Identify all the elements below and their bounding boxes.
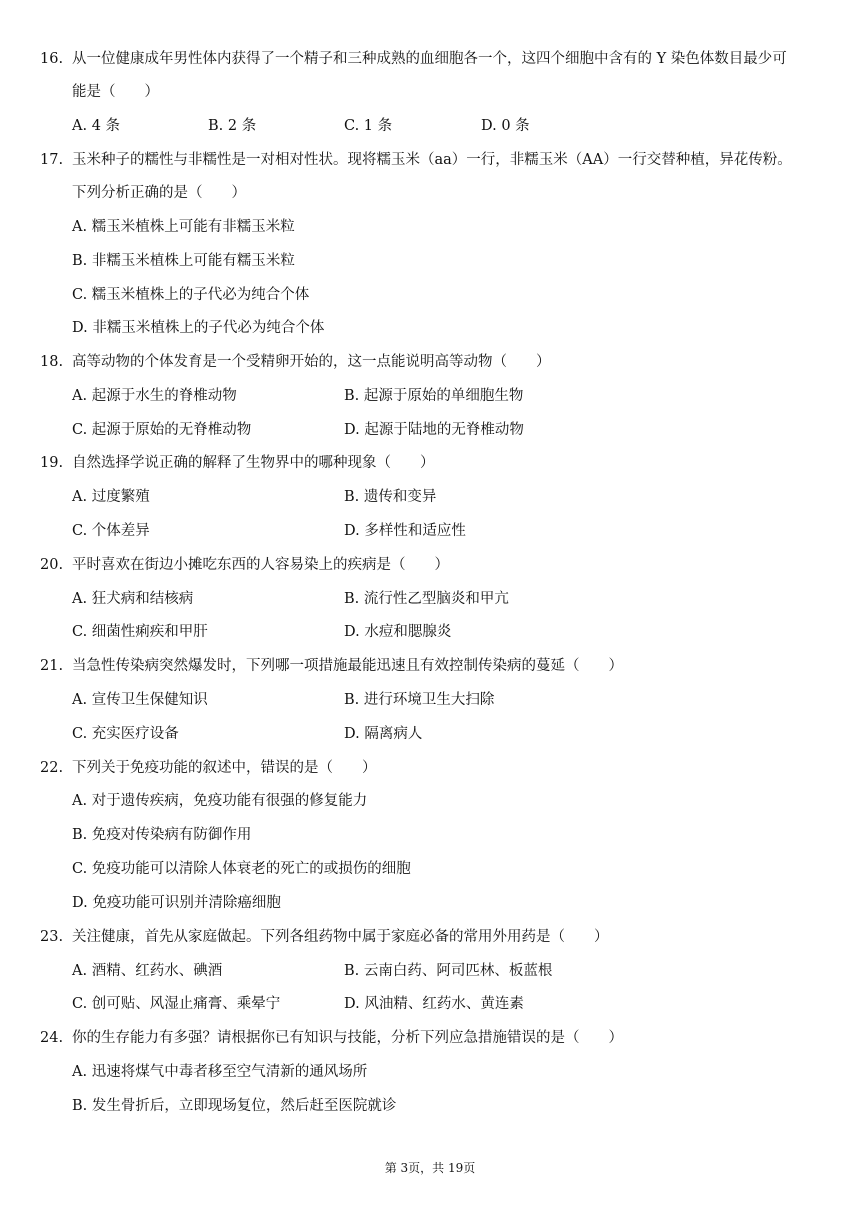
- option-d: D. 起源于陆地的无脊椎动物: [344, 422, 524, 438]
- question-text: 高等动物的个体发育是一个受精卵开始的，这一点能说明高等动物（ ）: [72, 354, 551, 370]
- question-text: 从一位健康成年男性体内获得了一个精子和三种成熟的血细胞各一个，这四个细胞中含有的 Y 染色体数目最少可: [72, 51, 787, 67]
- option-d: D. 水痘和腮腺炎: [344, 624, 452, 640]
- page-footer: 第 3页，共 19页: [384, 1161, 476, 1175]
- option-b: B. 云南白药、阿司匹林、板蓝根: [344, 963, 553, 979]
- option-d: D. 多样性和适应性: [344, 523, 466, 539]
- option-b: B. 非糯玉米植株上可能有糯玉米粒: [72, 253, 295, 269]
- option-b: B. 发生骨折后，立即现场复位，然后赶至医院就诊: [72, 1098, 397, 1114]
- question-number: 24.: [40, 1030, 64, 1046]
- question-number: 16.: [40, 51, 64, 67]
- option-a: A. 对于遗传疾病，免疫功能有很强的修复能力: [72, 793, 368, 809]
- question-text: 平时喜欢在街边小摊吃东西的人容易染上的疾病是（ ）: [72, 557, 449, 573]
- option-d: D. 非糯玉米植株上的子代必为纯合个体: [72, 320, 325, 336]
- option-d: D. 免疫功能可识别并清除癌细胞: [72, 895, 281, 911]
- question-text: 下列分析正确的是（ ）: [72, 185, 246, 201]
- option-c: C. 充实医疗设备: [72, 726, 179, 742]
- question-number: 21.: [40, 658, 64, 674]
- option-c: C. 免疫功能可以清除人体衰老的死亡的或损伤的细胞: [72, 861, 411, 877]
- option-a: A. 宣传卫生保健知识: [72, 692, 208, 708]
- option-c: C. 细菌性痢疾和甲肝: [72, 624, 208, 640]
- option-b: B. 遗传和变异: [344, 489, 437, 505]
- option-c: C. 起源于原始的无脊椎动物: [72, 422, 252, 438]
- option-b: B. 流行性乙型脑炎和甲亢: [344, 591, 509, 607]
- option-a: A. 起源于水生的脊椎动物: [72, 388, 237, 404]
- question-text: 能是（ ）: [72, 84, 159, 100]
- option-b: B. 进行环境卫生大扫除: [344, 692, 495, 708]
- option-c: C. 创可贴、风湿止痛膏、乘晕宁: [72, 996, 281, 1012]
- option-a: A. 过度繁殖: [72, 489, 150, 505]
- option-b: B. 起源于原始的单细胞生物: [344, 388, 524, 404]
- option-b: B. 免疫对传染病有防御作用: [72, 827, 252, 843]
- question-number: 22.: [40, 760, 64, 776]
- question-number: 17.: [40, 152, 64, 168]
- question-text: 下列关于免疫功能的叙述中，错误的是（ ）: [72, 760, 377, 776]
- option-c: C. 个体差异: [72, 523, 150, 539]
- option-d: D. 0 条: [481, 118, 530, 134]
- question-number: 20.: [40, 557, 64, 573]
- question-number: 19.: [40, 455, 64, 471]
- question-text: 玉米种子的糯性与非糯性是一对相对性状。现将糯玉米（aa）一行，非糯玉米（AA）一行交替种植，异花传粉。: [72, 152, 792, 168]
- option-d: D. 隔离病人: [344, 726, 423, 742]
- option-c: C. 糯玉米植株上的子代必为纯合个体: [72, 287, 310, 303]
- question-text: 你的生存能力有多强？请根据你已有知识与技能，分析下列应急措施错误的是（ ）: [72, 1030, 623, 1046]
- question-text: 当急性传染病突然爆发时，下列哪一项措施最能迅速且有效控制传染病的蔓延（ ）: [72, 658, 623, 674]
- question-text: 关注健康，首先从家庭做起。下列各组药物中属于家庭必备的常用外用药是（ ）: [72, 929, 609, 945]
- option-a: A. 迅速将煤气中毒者移至空气清新的通风场所: [72, 1064, 368, 1080]
- option-a: A. 4 条: [72, 118, 121, 134]
- option-a: A. 糯玉米植株上可能有非糯玉米粒: [72, 219, 295, 235]
- question-text: 自然选择学说正确的解释了生物界中的哪种现象（ ）: [72, 455, 435, 471]
- option-b: B. 2 条: [208, 118, 257, 134]
- question-number: 18.: [40, 354, 64, 370]
- option-a: A. 酒精、红药水、碘酒: [72, 963, 223, 979]
- option-a: A. 狂犬病和结核病: [72, 591, 194, 607]
- option-c: C. 1 条: [344, 118, 393, 134]
- question-number: 23.: [40, 929, 64, 945]
- option-d: D. 风油精、红药水、黄连素: [344, 996, 524, 1012]
